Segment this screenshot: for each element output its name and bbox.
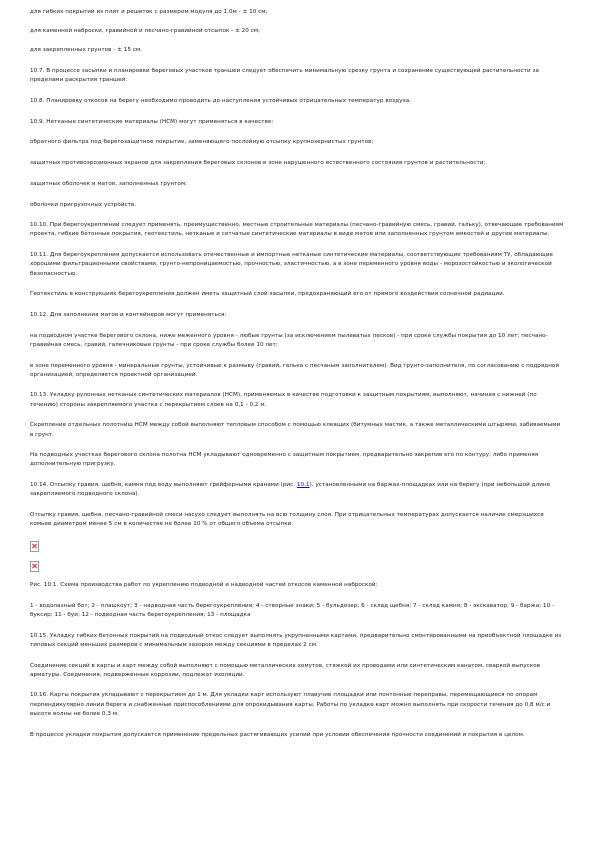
paragraph-with-link — [30, 481, 565, 499]
paragraph: 10.9. Нетканые синтетические материалы (НСМ) могут применяться в качестве: — [30, 118, 274, 125]
paragraph: 1 - водолазный бот; 2 - плашкоут; 3 - надводная часть берегоукрепления; 4 - створные знаки; 5 - бульдозер; 6 - склад щебня; 7 - склад камня; 8 - экскаватор; 9 - баржа; 10 - буксир; 11 - буи; 12 - подводная часть берегоукрепления; 13 - площадка — [30, 602, 555, 618]
paragraph: защитных противоэрозионных экранов для закрепления береговых склонов в зоне нарушенного естественного состояния грунтов и растительности; — [30, 160, 486, 167]
paragraph: на подводном участке берегового склона, ниже меженного уровня - любые грунты (за исключением пылеватых песков) - при сроке службы покрытия до 10 лет; песчано-гравийная смесь, гравий, галечниковые грунты - при сроке службы более 10 лет; — [30, 332, 548, 348]
paragraph: 10.15. Укладку гибких бетонных покрытий на подводный откос следует выполнять укрупненными картами, предварительно смонтированными на приобъектной площадке из типовых секций меньших размеров с минимальным зазором между секциями в пределах 2 см. — [30, 632, 562, 648]
figure-caption: Рис. 10.1. Схема производства работ по укреплению подводной и надводной частей откосов каменной наброской: — [30, 582, 378, 588]
paragraph: 10.16. Карты покрытия укладывают с перекрытием до 1 м. Для укладки карт используют плавучие площадки или понтонные переправы, перемещающиеся по опорам перпендикулярно линии берега и снабженные приспособлениями для опрокидывания карты. Работы по укладке карт можно выполнять при скорости течения до 0,8 м/с и высоте волны не более 0,3 м. — [30, 692, 551, 717]
paragraph: защитных оболочек и матов, заполненных грунтом; — [30, 180, 188, 187]
broken-image-icon — [30, 561, 39, 572]
paragraph: В процессе укладки покрытия допускается применение предельных растягивающих усилий при условии обеспечения прочности соединений и покрытия в целом. — [30, 731, 525, 738]
broken-image-icon — [30, 541, 39, 552]
paragraph: 10.8. Планировку откосов на берегу необходимо проводить до наступления устойчивых отрицательных температур воздуха. — [30, 98, 412, 105]
paragraph: для каменной наброски, гравийной и песчано-гравийной отсыпок - ± 20 см; — [30, 28, 261, 35]
paragraph: в зоне переменного уровня - минеральные грунты, устойчивые к размыву (гравий, галька с песчаным заполнителем). Вид грунто-заполнителя, по согласованию с подрядной организацией, определяется проектной организацией. — [30, 362, 560, 378]
paragraph: оболочки пригрузочных устройств. — [30, 201, 137, 208]
paragraph: для гибких покрытий из плит и решеток с размером модуля до 1,0м - ± 10 см; — [30, 9, 268, 15]
paragraph: 10.12. Для заполнения матов и контейнеров могут применяться: — [30, 311, 227, 318]
paragraph-text: ), установленными на баржах-площадках или на берегу (при небольшой длине закрепляемого подводного склона). — [30, 482, 551, 498]
paragraph: Скрепление отдельных полотнищ НСМ между собой выполняют тепловым способом с помощью клеящих (битумных мастик, а также металлическими штырями, забиваемыми в грунт. — [30, 422, 561, 438]
paragraph: 10.13. Укладку рулонных нетканых синтетических материалов (НСМ), применяемых в качестве подготовки к защитным покрытиям, выполняют, начиная с нижней (по течению) стороны закрепляемого участка с перекрытием слоев на 0,1 - 0,2 м. — [30, 392, 537, 408]
paragraph: Геотекстиль в конструкциях берегоукрепления должен иметь защитный слой засыпки, предохраняющий его от прямого воздействия солнечной радиации. — [30, 291, 505, 298]
paragraph: 10.7. В процессе засыпки и планировки береговых участков траншеи следует обеспечить минимальную срезку грунта и сохранение существующей растительности за пределами раскрытия траншей. — [30, 68, 539, 84]
document-page — [30, 8, 565, 751]
paragraph-text: 10.14. Отсыпку гравия, щебня, камня под воду выполняют грейферными кранами (рис. — [30, 482, 297, 489]
paragraph: Отсыпку гравия, щебня, песчано-гравийной смеси насухо следует выполнять на всю толщину слоя. При отрицательных температурах допускается наличие смерзшихся комьев диаметром менее 5 см в количестве не более 10 % от общего объема отсыпки. — [30, 512, 544, 528]
paragraph: На подводных участках берегового склона полотна НСМ укладывают одновременно с защитным покрытием, предварительно закрепив его по контуру, либо применяя дополнительную пригрузку. — [30, 452, 539, 468]
paragraph: 10.11. Для берегоукрепления допускается использовать отечественные и импортные нетканые синтетические материалы, соответствующие требованиям ТУ, обладающие хорошими фильтрационными свойствами, грунто-непроницаемостью, прочностью, эластичностью, а в зоне переменного уровня воды - морозостойкостью и экологической безопасностью. — [30, 252, 554, 277]
figure-link[interactable]: 10.1 — [296, 482, 310, 489]
paragraph: 10.10. При берегоукреплении следует применять, преимущественно, местные строительные материалы (песчано-гравийную смесь, гравий, гальку), отвечающие требованиям проекта, гибкие бетонные покрытия, геотекстиль, нетканые и сетчатые синтетические материалы в виде матов или заполненных грунтом емкостей и другие материалы. — [30, 222, 564, 238]
paragraph: обратного фильтра под берегозащитное покрытие, заменяющего послойную отсыпку крупнозернистых грунтов; — [30, 139, 374, 146]
paragraph: Соединение секций в карты и карт между собой выполняют с помощью металлических хомутов, стяжкой их проводами или синтетическим канатом, сваркой выпусков арматуры. Соединения, подверженные коррозии, подлежат изоляции. — [30, 662, 541, 678]
paragraph: для закрепленных грунтов - ± 15 см. — [30, 47, 143, 54]
